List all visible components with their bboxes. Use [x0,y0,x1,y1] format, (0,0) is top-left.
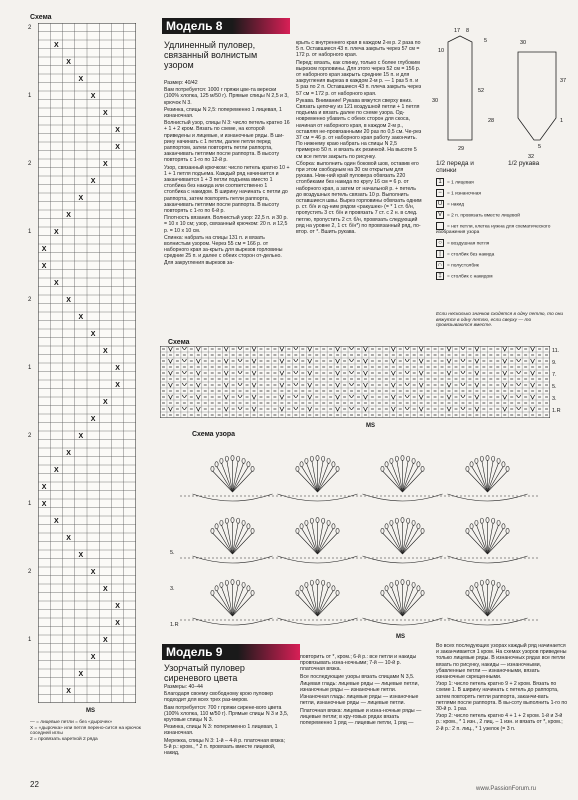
text-para: Размеры: 40–44 [164,684,203,690]
text-para: Благодаря своему свободному крою пуловер подходит для всех трех раз-меров. [164,691,273,704]
x-mark: X [103,110,108,118]
legend-symbol: ∩ [437,261,443,268]
row-label: 7. [552,372,557,378]
legend-line: 2 = провязать кареткой 2 ряда [30,736,98,742]
x-mark: X [41,246,47,254]
x-mark: X [115,144,120,152]
x-mark: X [78,671,84,679]
dim-label: 28 [488,118,495,124]
legend-symbol: | [436,250,444,258]
x-mark: X [103,637,108,645]
legend-symbol [436,222,444,230]
row-label: 1.R [552,408,561,414]
row-label: 1 [28,229,32,235]
dim-label: 29 [458,146,465,152]
model8-col1 [164,80,290,267]
x-mark: X [41,263,47,271]
dim-label: 1 [560,118,564,124]
x-mark: X [66,59,71,67]
dim-label: 5 [538,144,542,150]
text-para: Сборка: выполнить один боковой шов, оставив его при этом свободным на 30 см открытым для рукава. Ниж-ний край пуловера обвязать 220 столбиками без накида по кругу 16 см = 6 р. от наборного края, а затем от начальной р. + петель до воздушных петель связать 10 р. Выполнить оставшиеся швы. Вырез горловины обвязать одним р. ст. б/н и од-ним рядом «ракушек» (= * 1 ст. б/н, пропустить 3 ст. б/н и провязать 7 ст. с 2 н. в след. петлю, пропустить 2 ст. б/н, провязать следующий ряд на уровне 2, 1 ст. б/н*) по провязанный ряд, по-втор. от *. Вшить рукава. [296,160,422,236]
legend-text: = 1 изнаночная [447,191,481,197]
legend-text: = воздушная петля [447,240,490,246]
legend-text: = нет петли, клетка нужна для схематического изображения узора [436,224,551,235]
text-para: Размер: 40/42 [164,80,198,86]
legend-row [436,239,570,247]
row-label: 2 [28,433,32,439]
dim-label: 5 [484,38,488,44]
x-mark: X [115,365,120,373]
x-mark: X [66,535,71,543]
model8-crochet-chart [180,440,540,636]
chart8-row-labels [552,346,572,422]
dim-label: 17 [454,28,461,34]
text-para: Вам потребуется: 700 г пряжи сирене-вого цвета (100% хлопка, 110 м/50 г). Прямые спицы N 3 и 3,5, круговые спицы N 3. [164,704,289,724]
left-chart-row-labels [28,23,36,703]
model8-knit-chart [160,346,550,418]
row-label: 9. [552,360,557,366]
schematic-caption-1: 1/2 переда и спинки [436,160,474,174]
legend-row [436,178,570,186]
model9-col3 [436,643,568,733]
text-para: крыть с внутреннего края в каждом 2-м р. 2 раза по 5 п. Оставшиеся 43 п. плеча закрыть через 57 см = 172 р. от наборного края. [296,40,421,59]
dim-label: 52 [478,88,485,94]
text-para: Изнаночная гладь: лицевые ряды — изнаночные петли, изнаночные ряды — лицевые петли. [300,694,419,707]
text-para: Вам потребуется: 1000 г пряжи цве-та верески (100% хлопка, 125 м/50 г). Прямые спицы N 2,5 и 3, крючок N 3. [164,87,289,106]
row-label: 2 [28,569,32,575]
dim-label: 30 [520,40,527,46]
x-mark: X [54,467,59,475]
legend-row [436,200,570,208]
x-mark: X [78,76,84,84]
legend-text: = столбик с накидом [447,273,493,279]
legend-symbol: U [437,201,443,207]
legend-row [436,261,570,269]
legend-row [436,272,570,280]
x-mark: X [78,314,84,322]
legend-text: = 2 п. провязать вместе лицевой [447,213,520,219]
x-mark: X [54,280,59,288]
left-chart-legend [30,720,160,742]
x-mark: X [66,297,71,305]
x-mark: X [115,382,120,390]
row-label: 2 [28,297,32,303]
x-mark: X [41,501,47,509]
dim-label: 32 [528,154,535,160]
chart8b-ms: MS [396,634,405,640]
x-mark: X [66,450,71,458]
x-mark: X [66,688,71,696]
text-para: Резинка, спицы N 2,5: попеременно 1 лицевая, 1 изнаночная. [164,106,282,120]
legend-row [436,211,570,219]
text-para: Перед: вязать, как спинку, только с более глубоким вырезом горловины. Для этого через 52 см = 156 р. от наборного края закрыть средние 15 п. и для закругления выреза в каждом 2-м р. — 1 раз 5 п. и 5 раз по 2 п. Оставшиеся 43 п. плеча закрыть через 57 см = 172 р. от наборного края. [296,59,422,97]
text-para: Лицевая гладь: лицевые ряды — лицевые петли, изнаночные ряды — изнаночные петли. [300,680,419,694]
legend-row [436,222,570,236]
x-mark: X [115,603,120,611]
x-mark: X [115,620,120,628]
x-mark: X [90,416,96,424]
x-mark: X [54,42,59,50]
legend-row [436,250,570,258]
row-label: 1.R [170,622,179,628]
model9-header-bar: Модель 9 [162,644,300,660]
x-mark: X [66,212,71,220]
legend-symbol: − [436,189,444,197]
schematic-caption-2: 1/2 рукава [508,160,540,167]
x-mark: X [103,586,108,594]
text-para: Плотность вязания. Волнистый узор: 22,5 п. и 30 р. = 10 х 10 см; узор, связанный крючком: 20 п. и 12,5 р. = 10 х 10 см. [164,215,288,234]
x-mark: X [78,433,84,441]
text-para: Во всех последующих узорах каждый ряд начинается и заканчивается 1 кром. На схемах узоров приведены только лицевые ряды. В изнаночных рядах все петли вязать по рисунку, накиды — изнаночными, убавленные петли — изнаночными, вязать изнаночные скрещенными. [436,643,567,681]
model8-legend [436,178,570,283]
x-mark: X [41,484,47,492]
model8-col2 [296,40,422,236]
legend-text: = накид [447,202,465,208]
legend-symbol: ‡ [436,272,444,280]
x-mark: X [90,178,96,186]
row-label: 3. [170,586,175,592]
left-knit-chart [38,23,136,703]
legend-row [436,189,570,197]
model9-col2 [300,654,426,727]
text-para: Резинка, спицы N 3: попеременно 1 лицевая, 1 изнаночная. [164,724,278,737]
legend-text: = полустолбик [447,262,479,268]
row-label: 5. [170,550,175,556]
dim-label: 37 [560,78,567,84]
chart8-ms: MS [366,423,375,429]
legend-symbol: 1 [436,178,444,186]
x-mark: X [103,399,108,407]
legend-text: = столбик без накида [447,251,495,257]
x-mark: X [103,348,108,356]
legend-line: — = лицевые петли = без «дырочек» [30,720,113,725]
x-mark: X [90,331,96,339]
model9-col1 [164,684,290,757]
row-label: 1 [28,365,32,371]
garment-schematic [428,22,568,172]
text-para: Все последующие узоры вязать спицами N 3,5. [300,673,415,680]
row-label: 2 [28,25,32,31]
row-label: 11. [552,348,560,354]
x-mark: X [90,654,96,662]
text-para: Платочная вязка: лицевые и изна-ночные ряды — лицевые петли; в кру-говых рядах вязать попеременно 1 ряд — лицевые петли, 1 ряд — [300,707,422,727]
model8-header-bar: Модель 8 [162,18,290,34]
left-chart-ms: MS [86,708,95,714]
dim-label: 10 [438,48,445,54]
model8-title: Удлиненный пуловер, связанный волнистым узором [164,40,258,70]
footer-site: www.PassionForum.ru [476,786,537,792]
model9-title: Узорчатый пуловер сиреневого цвета [164,663,245,683]
x-mark: X [115,127,120,135]
page-number: 22 [30,780,39,789]
dim-label: 8 [466,28,470,34]
x-mark: X [78,195,84,203]
row-label: 1 [28,93,32,99]
row-label: 3. [552,396,557,402]
chart8b-row-labels [170,440,182,636]
x-mark: X [78,552,84,560]
legend-symbol: V [437,212,442,218]
text-para: Мережка, спицы N 3: 1-й – 4-й р. платочная вязка; 5-й р.: кром., * 2 п. провязать вместе лицевой, накид, [164,737,285,757]
left-chart-title: Схема [30,14,52,21]
text-para: Рукава. Внимание! Рукава вяжутся сверху вниз. Связать цепочку из 121 воздушной петли + 1 петля подъема и вязать далее по схеме узора. Од-новременно убавить с обеих сторон для скоса, начиная от наборного края, в каждом 2-м р., оставляя не-провязанными 20 раз по 0,5 см. Че-рез 37 см = 46 р. от наборного края работу закончить. По нижнему краю набрать на спицы N 2,5 примерно 50 п. и вязать их резинкой. На высоте 5 см все петли закрыть по рисунку. [296,97,422,160]
legend-line: X = «дырочка» или петля перено-сится на крючок соседней иглы [30,725,141,737]
row-label: 1 [28,637,32,643]
x-mark: X [54,518,59,526]
legend-text: = 1 лицевая [447,180,474,186]
text-para: Волнистый узор, спицы N 3: число петель кратно 16 + 1 + 2 кром. Вязать по схеме, на которой приведены и лицевые, и изнаночные ряды. В ши-рину начинать с 1 петли, далее петли перед раппортом, затем повторять петли раппорта, заканчивать петлями после раппорта. В высоту повторять с 1-го по 12-й р. [164,120,290,164]
x-mark: X [103,161,108,169]
text-para: Узор 1: число петель кратно 9 + 2 кром. Вязать по схеме 1. В ширину начинать с петель до раппорта, затем повторять петли раппорта, заканчи-вать петлями после раппорта. В вы-соту выполнить 1-го по 30-й р. 1 раз. [436,681,568,713]
text-para: Узор, связанный крючком: число петель кратно 10 + 1 + 1 петля подъема. Каждый ряд начинается и заканчивается 1 + 3 петли подъема вместо 1 столбика без накида или соответственно 1 столбика с накидом. В ширину начинать с петли до раппорта, затем повторять петли раппорта, заканчивать петлями после раппорта. В высоту повторять с 1-го по 6-й р. [164,164,290,215]
chart8b-title: Схема узора [192,431,236,438]
text-para: Узор 2: число петель кратно 4 + 1 + 2 кром. 1-й и 3-й р.: кром., * 1 изн., 2 лиц. – 1 изн. и вязать от *, кром.; 2-й р.: 2 п. лиц., * 1 узелок (= 3 п. [436,713,563,732]
x-mark: X [90,93,96,101]
chart8-title: Схема [168,339,190,346]
x-mark: X [54,229,59,237]
row-label: 5. [552,384,557,390]
legend-symbol: ○ [436,239,444,247]
row-label: 1 [28,501,32,507]
row-label: 2 [28,161,32,167]
text-para: Спинка: набрать на спицы 131 п. и вязать волнистым узором. Через 55 см = 166 р. от наборного края за-крыть для вырезов горловины средние 25 п. и далее с обеих сторон от-дельно. Для закругления вырезов за- [164,234,283,266]
x-mark: X [90,569,96,577]
legend8-note: Если несколько значков сходятся в одну петлю, то они вяжутся в одну петлю, если сверху — то провязываются вместе. [436,312,564,329]
text-para: повторить от *, кром.; 6-й р.: все петли и накиды провязывать изна-ночными; 7-й — 10-й р. платочная вязка. [300,654,417,673]
dim-label: 30 [432,98,439,104]
